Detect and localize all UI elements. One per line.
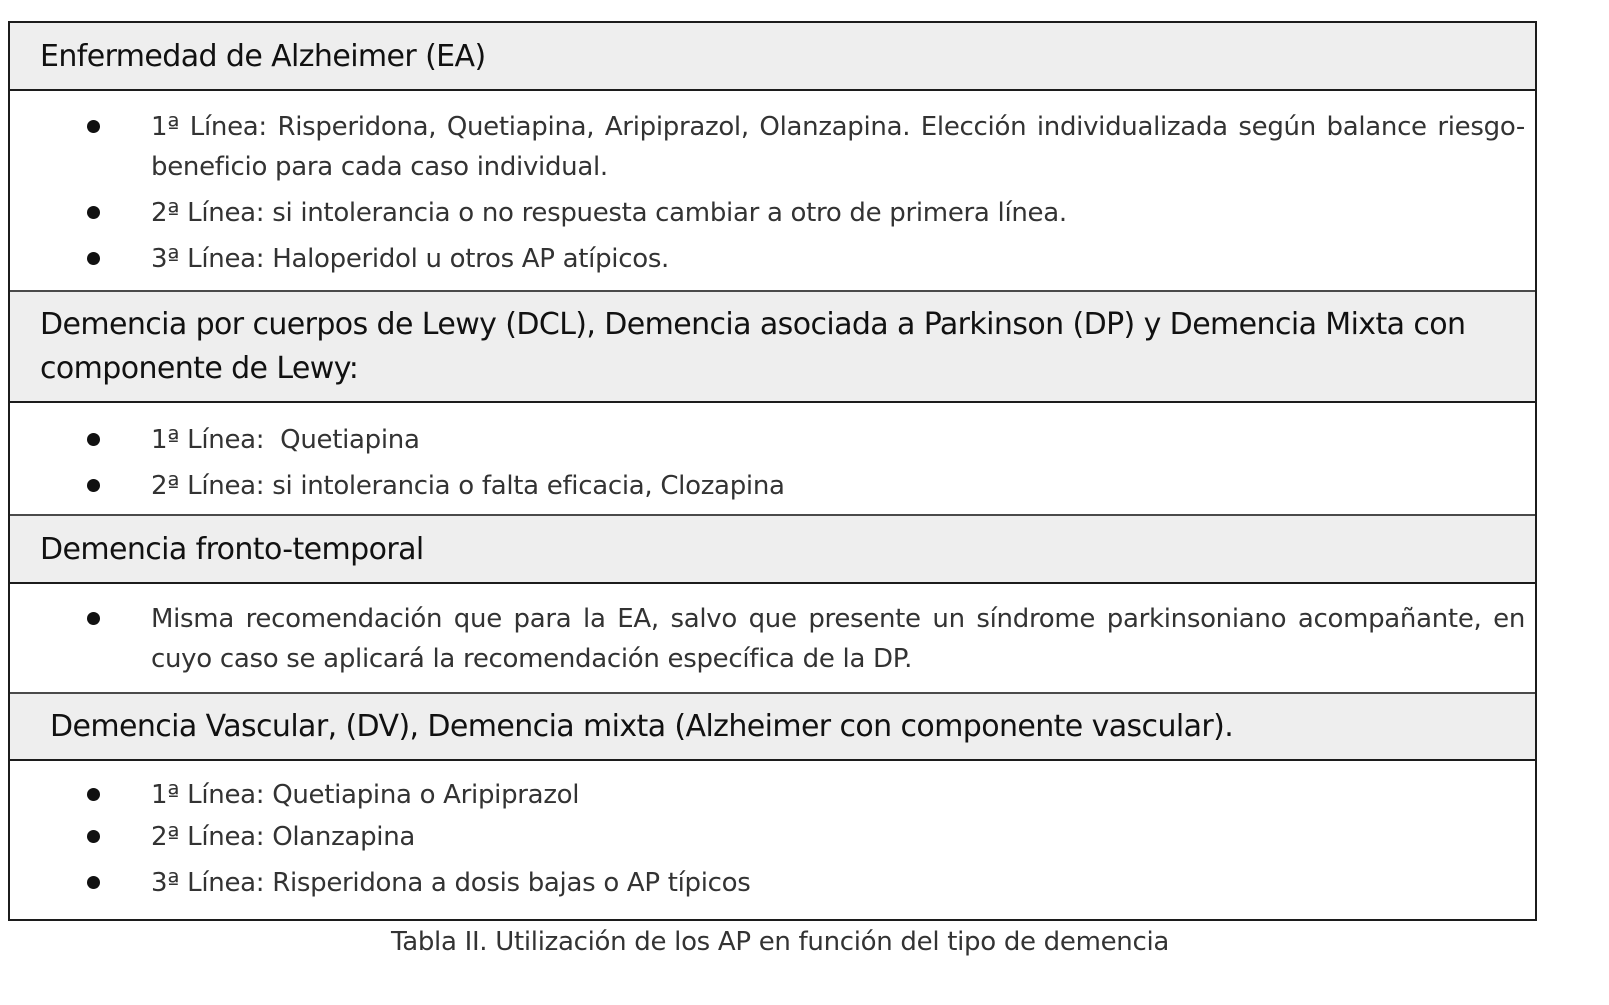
dementia-antipsychotic-table — [8, 21, 1537, 921]
section-header-vascular — [10, 694, 1535, 761]
list-item: 2ª Línea: si intolerancia o falta eficacia, Clozapina — [10, 466, 1535, 506]
section-body-frontotemporal — [10, 584, 1535, 694]
section-header-lewy — [10, 292, 1535, 403]
list-item: 3ª Línea: Risperidona a dosis bajas o AP típicos — [10, 863, 1535, 903]
bullet-icon — [87, 120, 100, 133]
section-body-lewy — [10, 403, 1535, 516]
bullet-icon — [87, 433, 100, 446]
bullet-list-vascular — [10, 775, 1535, 903]
section-title-alzheimer: Enfermedad de Alzheimer (EA) — [40, 38, 486, 74]
list-item: 2ª Línea: si intolerancia o no respuesta cambiar a otro de primera línea. — [10, 193, 1535, 233]
list-item: 3ª Línea: Haloperidol u otros AP atípicos. — [10, 239, 1535, 279]
list-item: 1ª Línea: Quetiapina o Aripiprazol — [10, 775, 1535, 815]
section-header-alzheimer — [10, 23, 1535, 91]
section-title-frontotemporal: Demencia fronto-temporal — [40, 531, 424, 567]
section-body-alzheimer — [10, 91, 1535, 292]
list-item: 1ª Línea: Risperidona, Quetiapina, Aripiprazol, Olanzapina. Elección individualizada según balance riesgo-beneficio para cada caso individual. — [10, 107, 1535, 187]
section-header-frontotemporal — [10, 516, 1535, 584]
section-title-vascular: Demencia Vascular, (DV), Demencia mixta (Alzheimer con componente vascular). — [50, 709, 1234, 744]
section-body-vascular — [10, 761, 1535, 919]
table-caption: Tabla II. Utilización de los AP en función del tipo de demencia — [390, 927, 1170, 957]
list-item: Misma recomendación que para la EA, salvo que presente un síndrome parkinsoniano acompañante, en cuyo caso se aplicará la recomendación específica de la DP. — [10, 599, 1535, 679]
bullet-icon — [87, 252, 100, 265]
bullet-icon — [87, 479, 100, 492]
list-item: 2ª Línea: Olanzapina — [10, 817, 1535, 857]
bullet-icon — [87, 876, 100, 889]
bullet-list-frontotemporal — [10, 599, 1535, 679]
bullet-icon — [87, 788, 100, 801]
list-item: 1ª Línea: Quetiapina — [10, 420, 1535, 460]
bullet-list-alzheimer — [10, 107, 1535, 279]
bullet-icon — [87, 612, 100, 625]
bullet-icon — [87, 206, 100, 219]
bullet-icon — [87, 830, 100, 843]
bullet-list-lewy — [10, 420, 1535, 506]
section-title-lewy: Demencia por cuerpos de Lewy (DCL), Demencia asociada a Parkinson (DP) y Demencia Mixta con componente de Lewy: — [40, 306, 1466, 386]
